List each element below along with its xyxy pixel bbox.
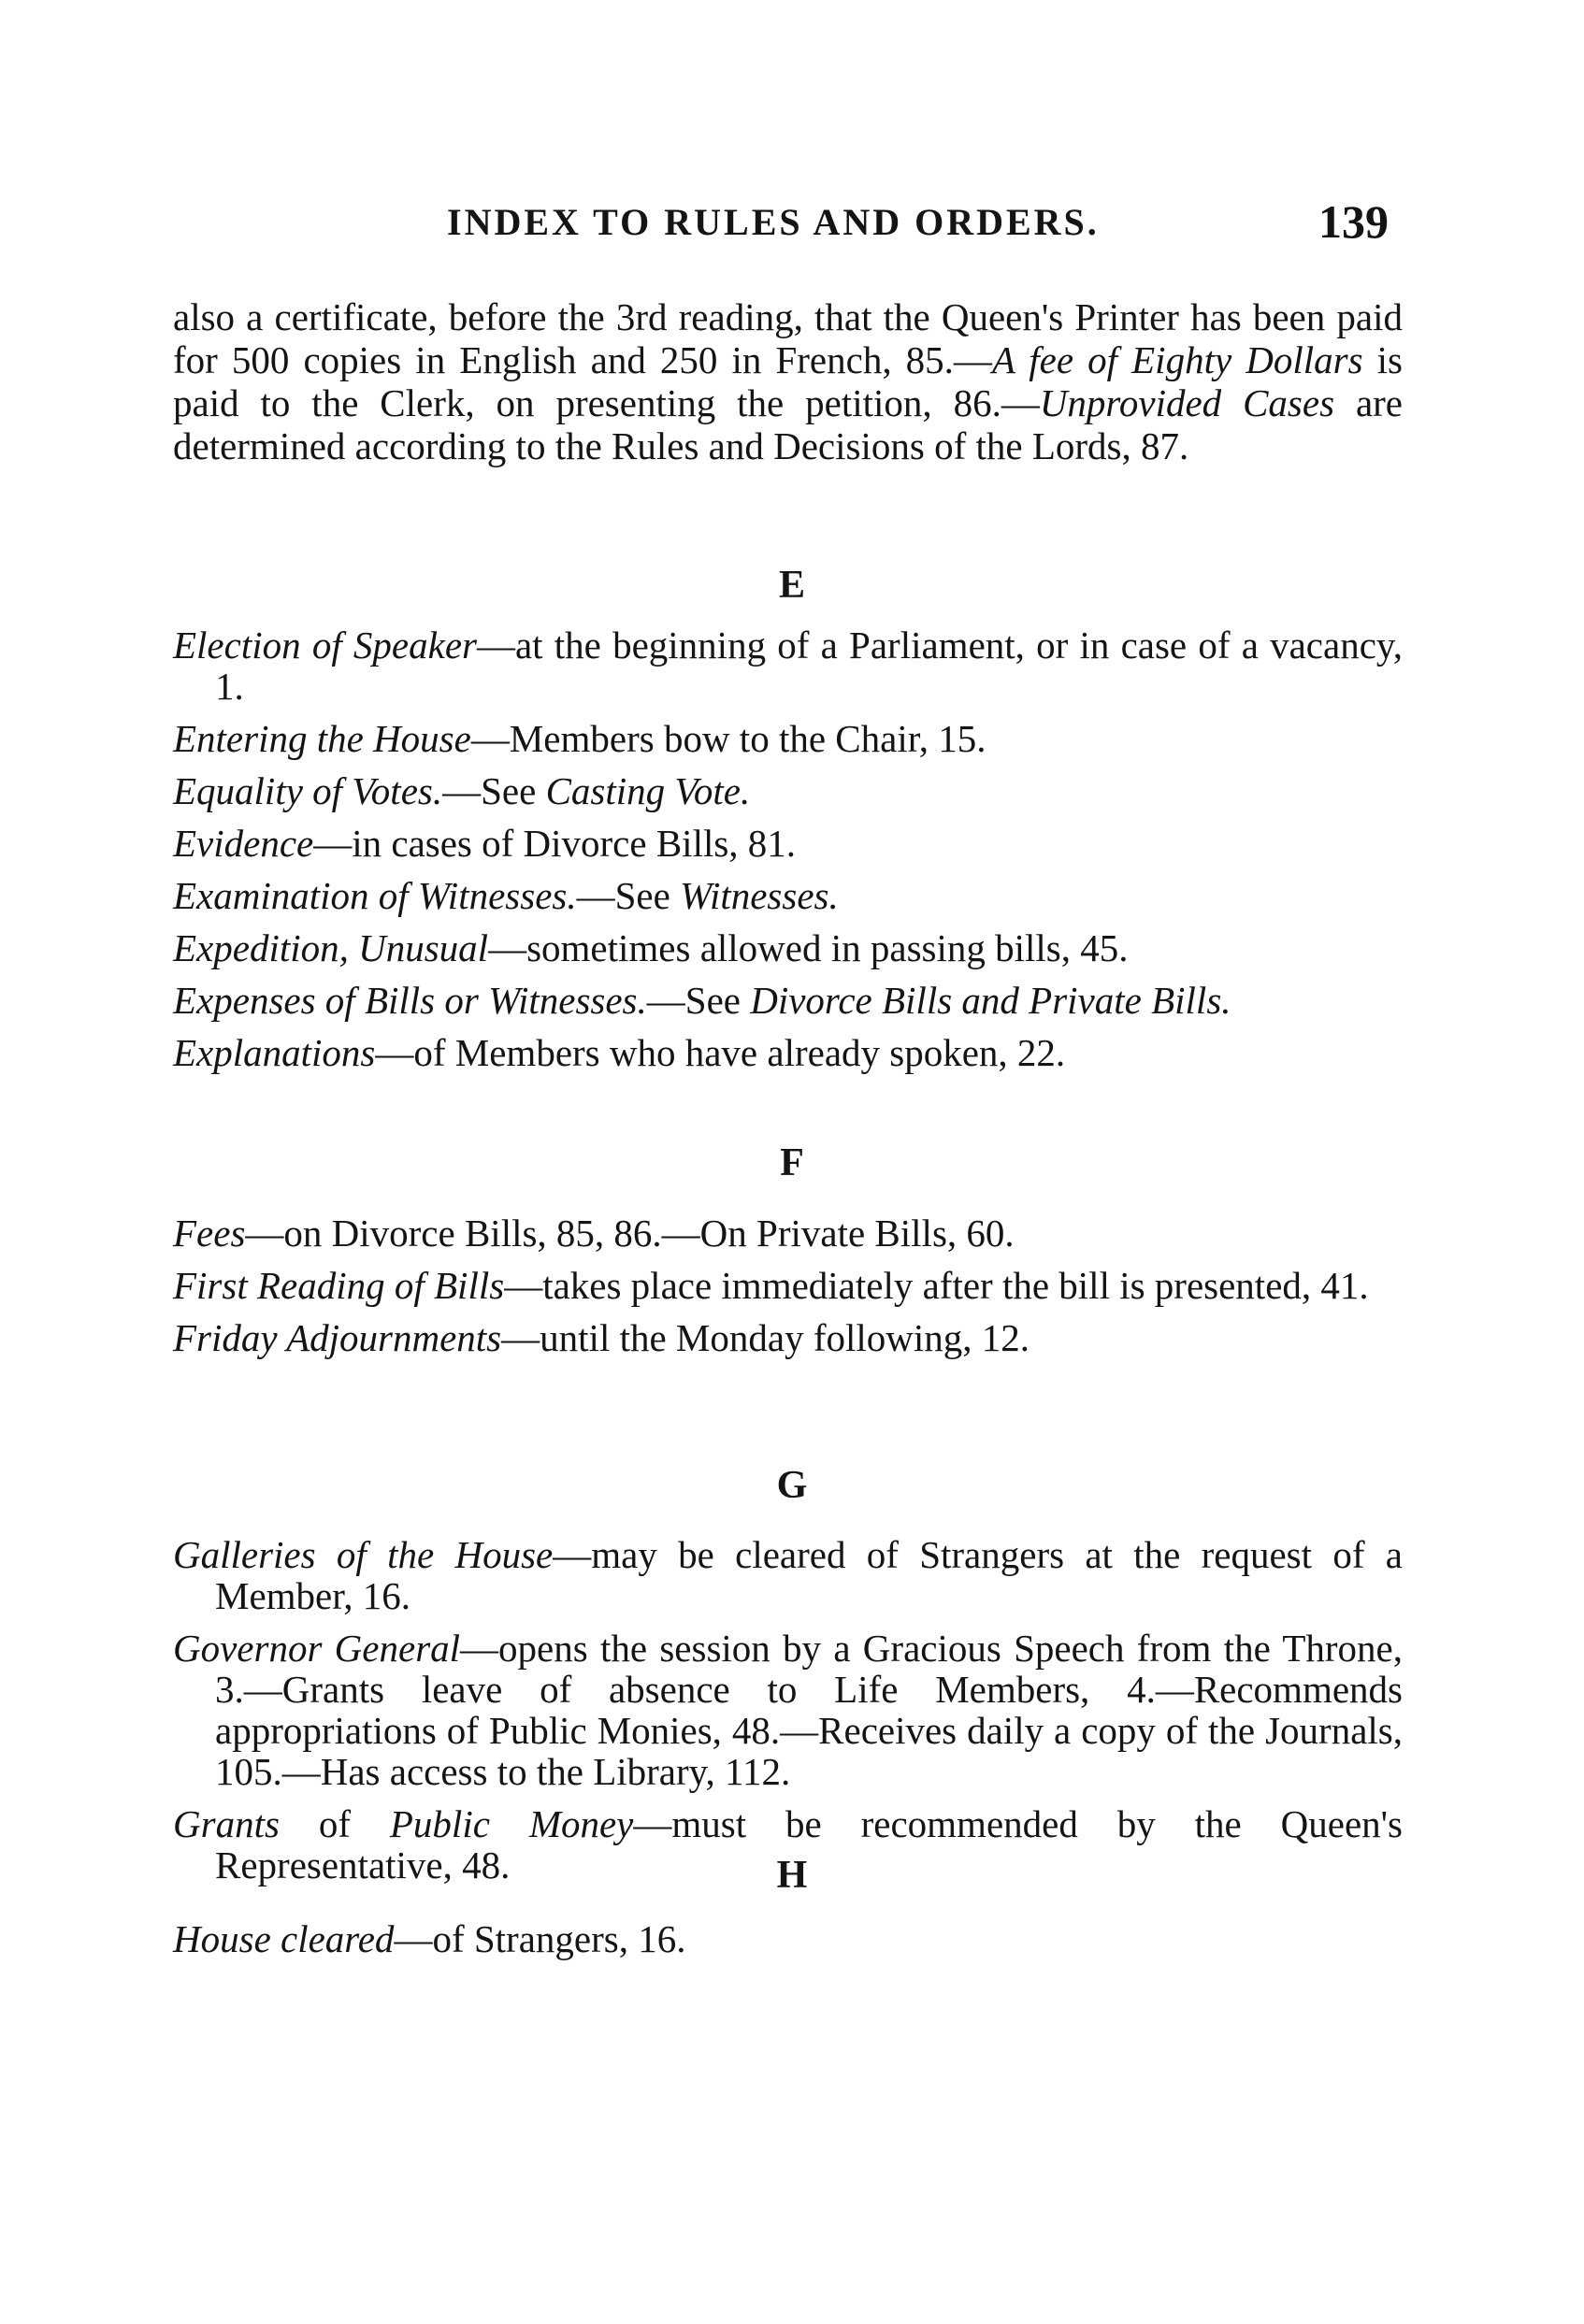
entry-text: —sometimes allowed in passing bills, 45.	[488, 926, 1129, 969]
running-title: INDEX TO RULES AND ORDERS.	[447, 201, 1100, 243]
paragraph-italic-term: Unprovided Cases	[1039, 381, 1335, 424]
entry-text: —takes place immediately after the bill is presented, 41.	[504, 1264, 1369, 1307]
index-entry	[173, 927, 1403, 968]
index-entry	[173, 770, 1403, 811]
entry-text: of	[279, 1802, 390, 1845]
section-letter-g: G	[776, 1464, 808, 1507]
entry-cross-reference: Divorce Bills and Private Bills.	[750, 979, 1231, 1022]
entry-text: —See	[646, 979, 751, 1022]
index-entry	[173, 875, 1403, 916]
index-entry	[173, 718, 1403, 759]
section-letter-f: F	[780, 1141, 804, 1184]
entry-term: Examination of Witnesses.	[173, 874, 577, 917]
entry-italic-term: Public Money	[389, 1802, 634, 1845]
section-letter-h: H	[776, 1854, 808, 1897]
entry-cross-reference: Witnesses.	[680, 874, 839, 917]
index-entry	[173, 624, 1403, 707]
index-section-f	[173, 1212, 1403, 1370]
paragraph-text: are determined according to the Rules and Decisions of the Lords, 87.	[173, 381, 1403, 467]
index-section-g	[173, 1534, 1403, 1897]
paragraph-text: also a certificate, before the 3rd reading, that the Queen's Printer has been paid for 500 copies in English and 250 in French, 85.—	[173, 295, 1403, 381]
index-entry	[173, 1032, 1403, 1073]
section-letter-e: E	[778, 564, 805, 607]
entry-term: House cleared	[173, 1917, 395, 1960]
entry-term: First Reading of Bills	[173, 1264, 505, 1307]
entry-text: —at the beginning of a Parliament, or in case of a vacancy, 1.	[215, 624, 1403, 708]
entry-term: Governor General	[173, 1627, 461, 1670]
index-entry	[173, 1918, 1403, 1959]
index-entry	[173, 823, 1403, 864]
entry-term: Fees	[173, 1212, 246, 1255]
entry-term: Evidence	[173, 822, 314, 865]
entry-text: —must be recommended by the Queen's Representative, 48.	[215, 1802, 1403, 1886]
entry-term: Expedition, Unusual	[173, 926, 489, 969]
entry-term: Election of Speaker	[173, 624, 477, 667]
running-header	[0, 195, 1584, 256]
entry-term: Galleries of the House	[173, 1533, 554, 1576]
page-number: 139	[1318, 195, 1389, 248]
index-entry	[173, 1628, 1403, 1792]
entry-term: Explanations	[173, 1031, 376, 1074]
paragraph-text: is paid to the Clerk, on presenting the petition, 86.—	[173, 338, 1403, 424]
entry-term: Grants	[173, 1802, 280, 1845]
entry-term: Entering the House	[173, 717, 471, 760]
entry-text: —opens the session by a Gracious Speech from the Throne, 3.—Grants leave of absence to Life Members, 4.—Recommends appropriations of Public Monies, 48.—Receives daily a copy of the Journals, 105.—Has access to the Library, 112.	[215, 1627, 1403, 1793]
entry-text: —in cases of Divorce Bills, 81.	[313, 822, 797, 865]
entry-text: —of Members who have already spoken, 22.	[375, 1031, 1066, 1074]
index-section-e	[173, 624, 1403, 1084]
index-entry	[173, 1534, 1403, 1616]
entry-term: Equality of Votes.	[173, 769, 443, 812]
entry-text: —See	[442, 769, 546, 812]
entry-text: —on Divorce Bills, 85, 86.—On Private Bills, 60.	[245, 1212, 1015, 1255]
paragraph-italic-term: A fee of Eighty Dollars	[991, 338, 1363, 381]
entry-term: Friday Adjournments	[173, 1316, 502, 1359]
entry-cross-reference: Casting Vote.	[545, 769, 751, 812]
index-section-h	[173, 1918, 1403, 1971]
entry-text: —See	[576, 874, 681, 917]
entry-term: Expenses of Bills or Witnesses.	[173, 979, 647, 1022]
index-entry	[173, 1265, 1403, 1306]
continued-paragraph	[173, 295, 1403, 467]
index-entry	[173, 1212, 1403, 1254]
entry-text: —of Strangers, 16.	[394, 1917, 686, 1960]
entry-text: —Members bow to the Chair, 15.	[470, 717, 986, 760]
index-entry	[173, 980, 1403, 1021]
entry-text: —may be cleared of Strangers at the request of a Member, 16.	[215, 1533, 1403, 1617]
entry-text: —until the Monday following, 12.	[501, 1316, 1030, 1359]
index-entry	[173, 1317, 1403, 1358]
